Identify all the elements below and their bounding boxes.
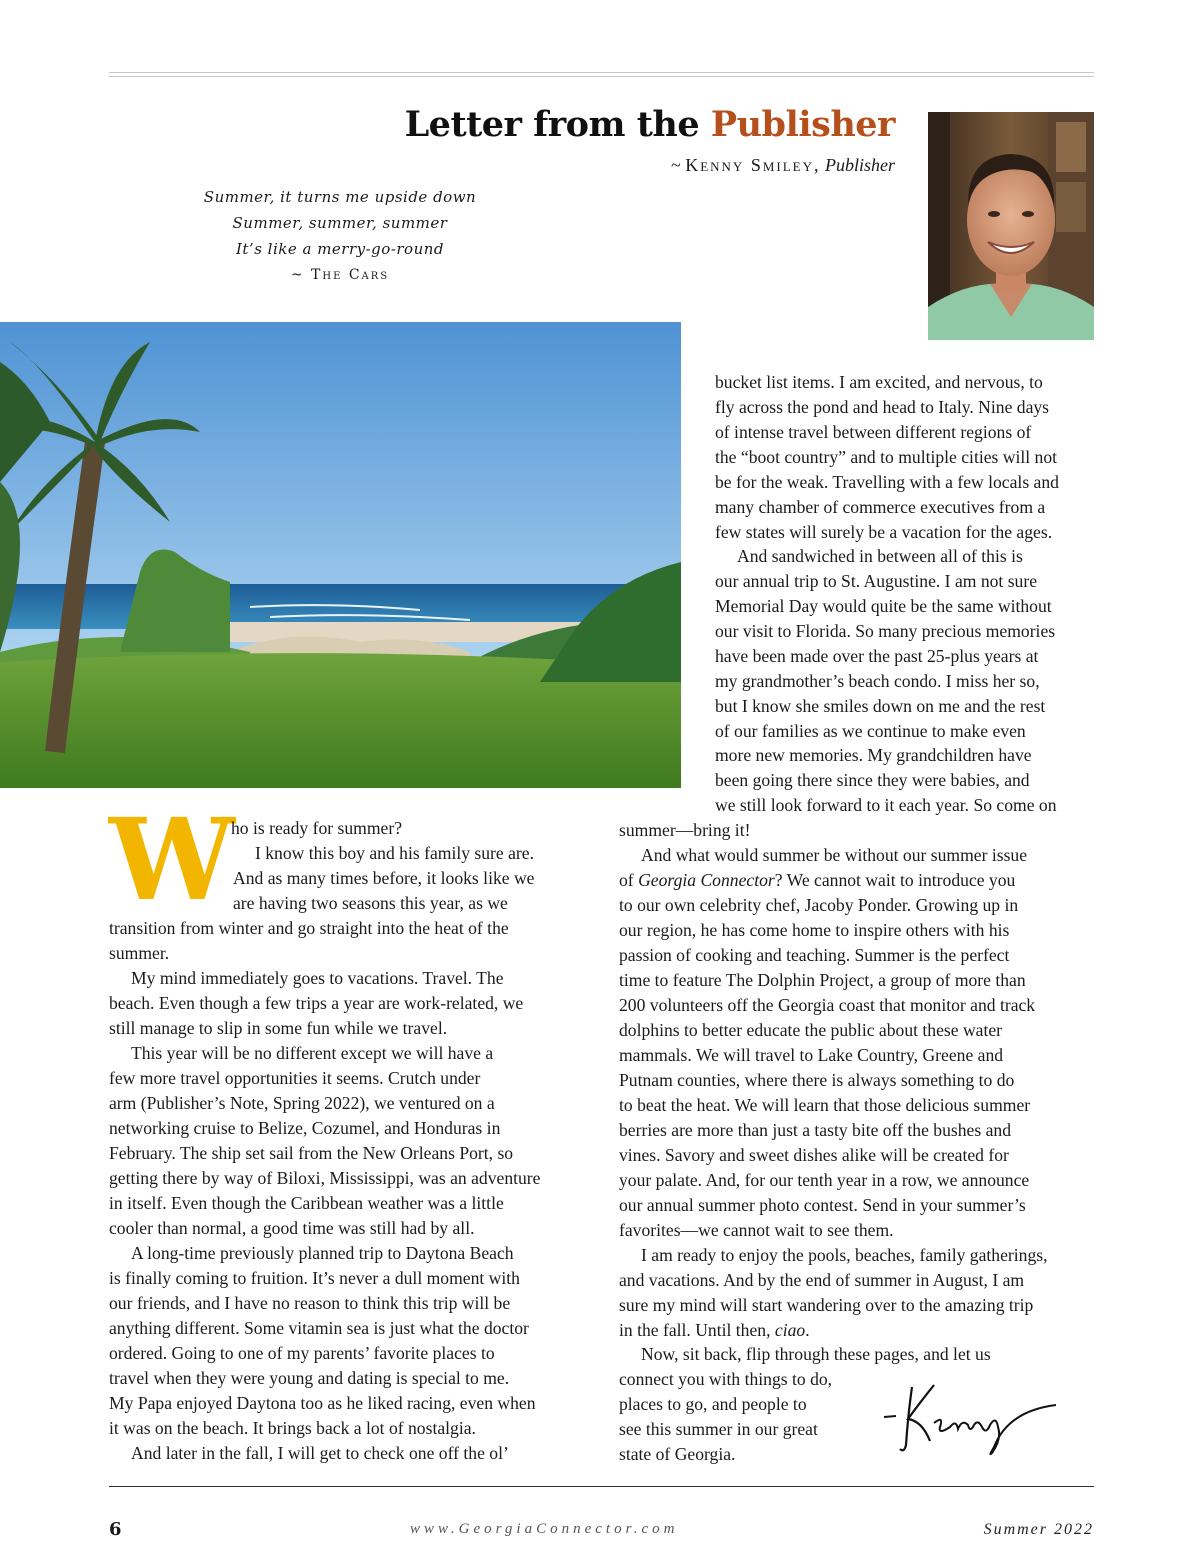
page-title [405, 104, 895, 145]
text-line: February. The ship set sail from the New Orleans Port, so [109, 1143, 514, 1163]
title-accent: Publisher [710, 104, 895, 145]
beach-illustration [0, 322, 681, 788]
text-line: are having two seasons this year, as we [233, 893, 508, 913]
text-line: A long-time previously planned trip to Daytona Beach [131, 1243, 514, 1263]
top-rule [109, 72, 1094, 73]
text-line: This year will be no different except we will have a [131, 1043, 494, 1063]
text-line: I know this boy and his family sure are. [255, 843, 535, 863]
text-line: be for the weak. Travelling with a few locals and [715, 472, 1059, 492]
text-line: our annual trip to St. Augustine. I am not sure [715, 571, 1038, 591]
publisher-signature [878, 1375, 1063, 1460]
text-line: connect you with things to do, [619, 1369, 833, 1389]
poem-credit: ~ The Cars [290, 267, 390, 283]
text-line: 200 volunteers off the Georgia coast that monitor and track [619, 995, 1036, 1015]
text-line: Memorial Day would quite be the same without [715, 596, 1052, 616]
text-line [619, 1318, 810, 1343]
text-run: in the fall. Until then, [619, 1320, 771, 1340]
text-line: Putnam counties, where there is always something to do [619, 1070, 1015, 1090]
text-run: . [805, 1320, 810, 1340]
text-line: anything different. Some vitamin sea is just what the doctor [109, 1318, 529, 1338]
text-line: to beat the heat. We will learn that those delicious summer [619, 1095, 1031, 1115]
byline-role: Publisher [825, 155, 895, 175]
text-line: arm (Publisher’s Note, Spring 2022), we ventured on a [109, 1093, 495, 1113]
text-line: we still look forward to it each year. So come on [715, 795, 1057, 815]
text-line: time to feature The Dolphin Project, a group of more than [619, 970, 1026, 990]
portrait-illustration [928, 112, 1094, 340]
text-line: And sandwiched in between all of this is [737, 546, 1023, 566]
bottom-rule [109, 1486, 1094, 1487]
magazine-title: Georgia Connector [638, 870, 775, 890]
title-main: Letter from the [404, 104, 700, 145]
poem-line: It’s like a merry-go-round [235, 240, 445, 258]
text-line: the “boot country” and to multiple cities will not [715, 447, 1058, 467]
text-line: And later in the fall, I will get to check one off the ol’ [131, 1443, 509, 1463]
text-line: see this summer in our great [619, 1419, 818, 1439]
text-line: getting there by way of Biloxi, Mississippi, was an adventure [109, 1168, 541, 1188]
text-line: places to go, and people to [619, 1394, 807, 1414]
footer-url[interactable]: www.GeorgiaConnector.com [410, 1521, 679, 1537]
text-line: my grandmother’s beach condo. I miss her so, [715, 671, 1040, 691]
text-line: have been made over the past 25-plus years at [715, 646, 1039, 666]
text-line: many chamber of commerce executives from a [715, 497, 1046, 517]
text-line: state of Georgia. [619, 1444, 736, 1464]
text-line: transition from winter and go straight into the heat of the [109, 918, 509, 938]
text-line: My Papa enjoyed Daytona too as he liked racing, even when [109, 1393, 536, 1413]
text-line: dolphins to better educate the public about these water [619, 1020, 1003, 1040]
byline-name: Kenny Smiley, [685, 155, 821, 175]
text-line: our visit to Florida. So many precious memories [715, 621, 1056, 641]
text-line: is finally coming to fruition. It’s never a dull moment with [109, 1268, 520, 1288]
text-line: cooler than normal, a good time was still had by all. [109, 1218, 475, 1238]
issue-label: Summer 2022 [983, 1521, 1094, 1538]
text-line: sure my mind will start wandering over to the amazing trip [619, 1295, 1034, 1315]
text-line: networking cruise to Belize, Cozumel, and Honduras in [109, 1118, 501, 1138]
text-line: and vacations. And by the end of summer in August, I am [619, 1270, 1025, 1290]
text-line: but I know she smiles down on me and the rest [715, 696, 1046, 716]
text-line: your palate. And, for our tenth year in a row, we announce [619, 1170, 1030, 1190]
ciao-word: ciao [774, 1320, 806, 1340]
text-line: more new memories. My grandchildren have [715, 745, 1032, 765]
text-line: mammals. We will travel to Lake Country, Greene and [619, 1045, 1004, 1065]
text-line: our friends, and I have no reason to think this trip will be [109, 1293, 511, 1313]
signature-icon [878, 1375, 1063, 1460]
text-line: it was on the beach. It brings back a lot of nostalgia. [109, 1418, 476, 1438]
text-line: favorites—we cannot wait to see them. [619, 1220, 894, 1240]
text-line: summer—bring it! [619, 820, 751, 840]
text-line: our region, he has come home to inspire others with his [619, 920, 1010, 940]
text-line: few more travel opportunities it seems. Crutch under [109, 1068, 481, 1088]
text-line: of our families as we continue to make even [715, 721, 1026, 741]
text-run: ? We cannot wait to introduce you [774, 870, 1016, 890]
text-line: berries are more than just a tasty bite off the bushes and [619, 1120, 1011, 1140]
text-line: to our own celebrity chef, Jacoby Ponder. Growing up in [619, 895, 1019, 915]
page-number: 6 [109, 1519, 122, 1540]
text-line: ordered. Going to one of my parents’ favorite places to [109, 1343, 495, 1363]
text-run: of [619, 870, 634, 890]
text-line: ho is ready for summer? [231, 818, 402, 838]
text-line: been going there since they were babies, and [715, 770, 1030, 790]
text-line: bucket list items. I am excited, and nervous, to [715, 372, 1043, 392]
text-line: passion of cooking and teaching. Summer is the perfect [619, 945, 1010, 965]
text-line: beach. Even though a few trips a year are work-related, we [109, 993, 524, 1013]
beach-photo [0, 322, 681, 788]
text-line: summer. [109, 943, 170, 963]
byline [671, 155, 895, 176]
text-line: And as many times before, it looks like we [233, 868, 535, 888]
top-rule-secondary [109, 76, 1094, 77]
text-line [619, 868, 1015, 893]
byline-prefix: ~ [670, 155, 681, 175]
poem-line: Summer, summer, summer [232, 214, 448, 232]
drop-cap: W [109, 795, 231, 926]
text-line: I am ready to enjoy the pools, beaches, family gatherings, [641, 1245, 1048, 1265]
text-line: few states will surely be a vacation for the ages. [715, 522, 1053, 542]
text-line: And what would summer be without our summer issue [641, 845, 1028, 865]
text-line: fly across the pond and head to Italy. Nine days [715, 397, 1050, 417]
poem-line: Summer, it turns me upside down [203, 188, 477, 206]
text-line: of intense travel between different regions of [715, 422, 1032, 442]
publisher-portrait [928, 112, 1094, 340]
text-line: vines. Savory and sweet dishes alike will be created for [619, 1145, 1009, 1165]
text-line: Now, sit back, flip through these pages, and let us [641, 1344, 991, 1364]
text-line: in itself. Even though the Caribbean weather was a little [109, 1193, 504, 1213]
text-line: travel when they were young and dating is special to me. [109, 1368, 510, 1388]
text-line: our annual summer photo contest. Send in your summer’s [619, 1195, 1026, 1215]
text-line: My mind immediately goes to vacations. Travel. The [131, 968, 504, 988]
epigraph [170, 184, 510, 288]
text-line: still manage to slip in some fun while we travel. [109, 1018, 448, 1038]
